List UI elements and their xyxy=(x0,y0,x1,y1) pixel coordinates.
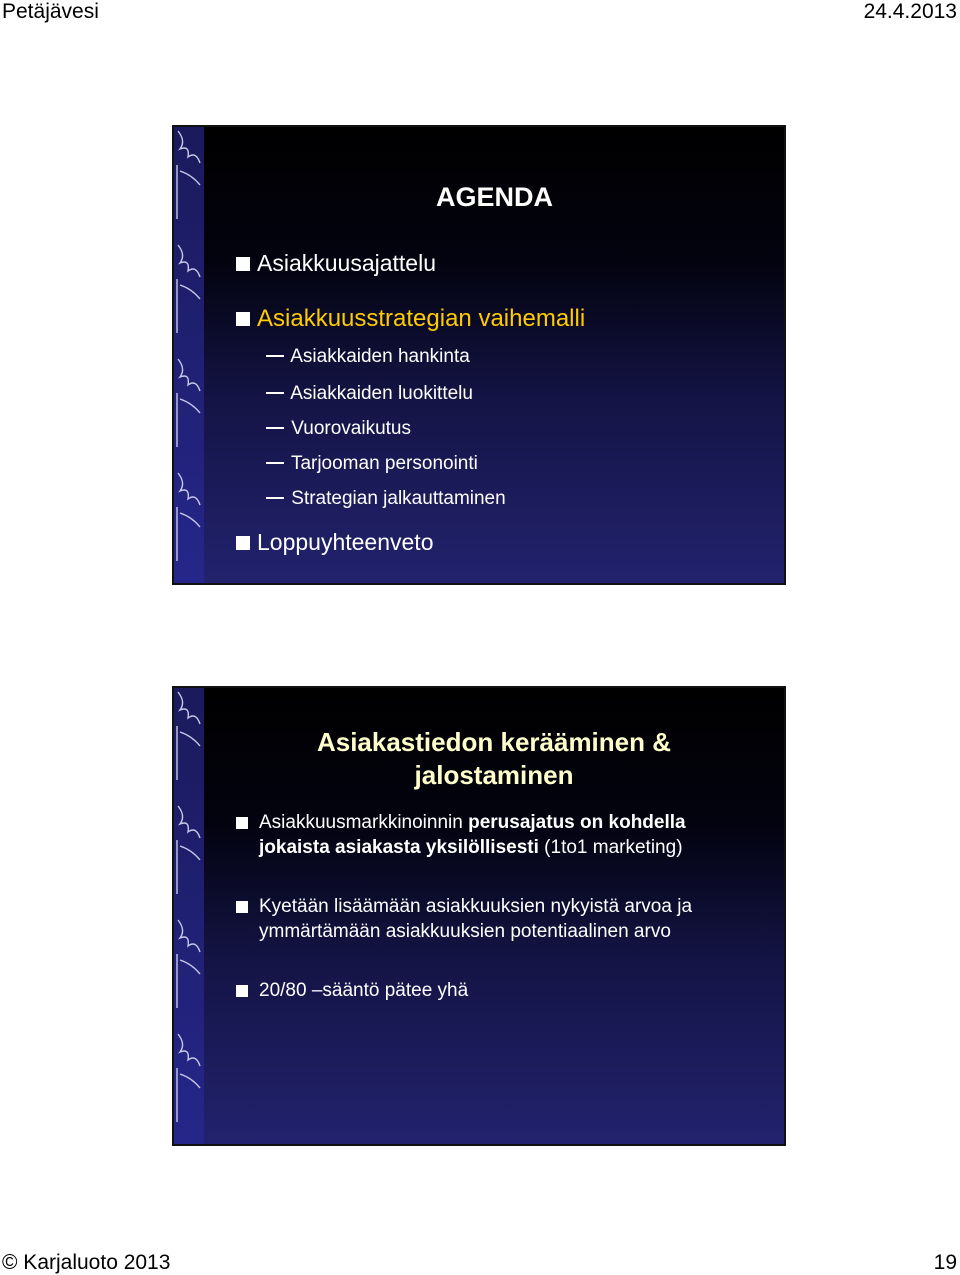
bullet-paragraph xyxy=(236,978,756,1003)
page-header-left: Petäjävesi xyxy=(2,0,99,23)
square-bullet-icon xyxy=(236,536,250,550)
agenda-item-label: Asiakkuusstrategian vaihemalli xyxy=(257,305,586,332)
dash-icon xyxy=(266,392,284,394)
slide-title-line: Asiakastiedon kerääminen & xyxy=(316,727,672,757)
slide-data-collection xyxy=(172,686,786,1146)
dash-icon xyxy=(266,355,284,357)
slide-title-line: jalostaminen xyxy=(414,760,574,790)
agenda-item-label: Asiakkuusajattelu xyxy=(257,250,436,276)
paragraph-text: Kyetään lisäämään asiakkuuksien nykyistä arvoa ja xyxy=(259,896,693,917)
slide-title xyxy=(234,726,754,792)
agenda-item-label: Loppuyhteenveto xyxy=(257,529,434,555)
agenda-subitem xyxy=(266,346,470,368)
paragraph-text: (1to1 marketing) xyxy=(538,837,683,858)
square-bullet-icon xyxy=(236,312,250,326)
slide-agenda xyxy=(172,125,786,585)
leaf-ornament-icon xyxy=(174,127,204,585)
agenda-item-active xyxy=(236,305,585,333)
slide-side-strip xyxy=(174,127,204,583)
agenda-subitem xyxy=(266,488,506,510)
paragraph-text: ymmärtämään asiakkuuksien potentiaalinen arvo xyxy=(259,921,671,942)
dash-icon xyxy=(266,462,284,464)
page-number: 19 xyxy=(933,1251,957,1274)
agenda-item xyxy=(236,529,434,556)
agenda-item xyxy=(236,250,436,277)
paragraph-text: 20/80 –sääntö pätee yhä xyxy=(259,980,469,1001)
paragraph-text: Asiakkuusmarkkinoinnin xyxy=(259,812,469,833)
agenda-subitem-label: Strategian jalkauttaminen xyxy=(291,488,506,509)
square-bullet-icon xyxy=(236,985,248,997)
agenda-subitem-label: Asiakkaiden hankinta xyxy=(290,346,470,367)
agenda-subitem xyxy=(266,453,478,475)
agenda-subitem xyxy=(266,418,411,440)
dash-icon xyxy=(266,497,284,499)
square-bullet-icon xyxy=(236,901,248,913)
bullet-paragraph xyxy=(236,894,756,944)
bullet-paragraph xyxy=(236,810,756,860)
agenda-subitem-label: Tarjooman personointi xyxy=(290,453,478,474)
agenda-subitem-label: Asiakkaiden luokittelu xyxy=(290,383,473,404)
slide-side-strip xyxy=(174,688,204,1144)
leaf-ornament-icon xyxy=(174,688,204,1146)
page-footer-left: © Karjaluoto 2013 xyxy=(2,1251,171,1274)
agenda-subitem-label: Vuorovaikutus xyxy=(291,418,411,439)
agenda-subitem-active xyxy=(266,383,473,405)
square-bullet-icon xyxy=(236,817,248,829)
paragraph-bold-text: jokaista asiakasta yksilöllisesti xyxy=(259,837,539,858)
square-bullet-icon xyxy=(236,257,250,271)
page-header-right: 24.4.2013 xyxy=(863,0,957,23)
paragraph-bold-text: perusajatus on kohdella xyxy=(468,812,686,833)
slide-title: AGENDA xyxy=(436,182,554,212)
dash-icon xyxy=(266,427,284,429)
